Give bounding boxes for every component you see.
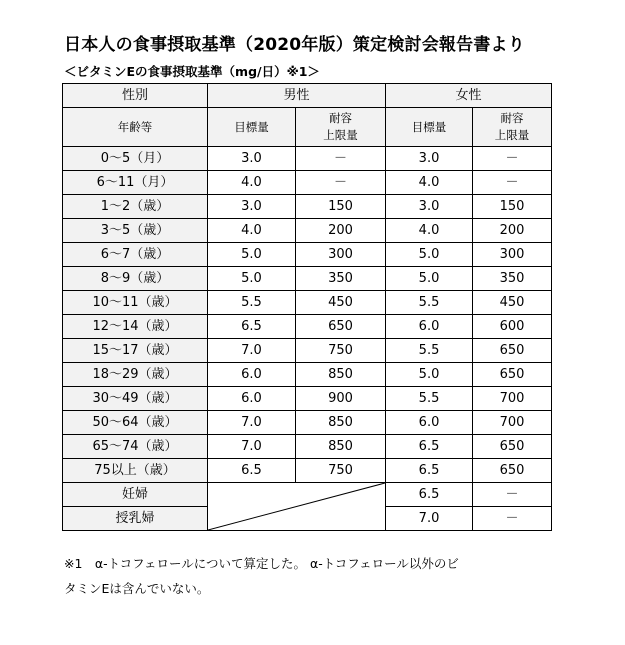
age-cell: 18～29（歳） <box>63 363 208 387</box>
male-ul-cell: 750 <box>296 339 386 363</box>
ul-header-line1: 耐容 <box>500 111 524 125</box>
female-target-cell: 6.0 <box>386 411 473 435</box>
male-target-cell: 6.0 <box>208 387 296 411</box>
age-cell: 0～5（月） <box>63 147 208 171</box>
male-ul-cell: 200 <box>296 219 386 243</box>
female-target-cell: 5.0 <box>386 243 473 267</box>
male-target-cell: 5.5 <box>208 291 296 315</box>
female-target-cell: 3.0 <box>386 195 473 219</box>
male-header-cell: 男性 <box>208 84 386 108</box>
status-cell: 妊婦 <box>63 483 208 507</box>
female-ul-cell: － <box>473 147 552 171</box>
age-cell: 12～14（歳） <box>63 315 208 339</box>
male-ul-cell: 350 <box>296 267 386 291</box>
table-row <box>63 339 552 363</box>
male-ul-cell: 300 <box>296 243 386 267</box>
table-row <box>63 171 552 195</box>
male-target-cell: 7.0 <box>208 339 296 363</box>
page-title: 日本人の食事摂取基準（2020年版）策定検討会報告書より <box>64 35 525 55</box>
female-ul-cell: 350 <box>473 267 552 291</box>
male-ul-cell: 850 <box>296 435 386 459</box>
table-row <box>63 387 552 411</box>
header-row-sex <box>63 84 552 108</box>
male-target-cell: 6.0 <box>208 363 296 387</box>
ul-header-line2: 上限量 <box>323 128 358 142</box>
age-cell: 6～11（月） <box>63 171 208 195</box>
male-target-cell: 4.0 <box>208 219 296 243</box>
age-label-cell: 年齢等 <box>63 108 208 147</box>
table-row <box>63 267 552 291</box>
table-row <box>63 411 552 435</box>
male-ul-cell: 450 <box>296 291 386 315</box>
male-target-cell: 7.0 <box>208 435 296 459</box>
female-ul-cell: － <box>473 171 552 195</box>
male-target-cell: 4.0 <box>208 171 296 195</box>
female-ul-cell: － <box>473 483 552 507</box>
male-ul-cell: 750 <box>296 459 386 483</box>
table-row <box>63 435 552 459</box>
female-ul-cell: 300 <box>473 243 552 267</box>
vitamin-e-table <box>62 83 552 531</box>
female-target-cell: 6.5 <box>386 459 473 483</box>
male-ul-cell: － <box>296 147 386 171</box>
male-target-header: 目標量 <box>208 108 296 147</box>
male-target-cell: 5.0 <box>208 243 296 267</box>
female-ul-cell: 700 <box>473 387 552 411</box>
female-ul-cell: 650 <box>473 339 552 363</box>
male-ul-cell: 850 <box>296 411 386 435</box>
age-cell: 1～2（歳） <box>63 195 208 219</box>
female-target-cell: 5.5 <box>386 387 473 411</box>
footnote-line-2: タミンEは含んでいない。 <box>64 581 210 596</box>
table-row <box>63 459 552 483</box>
female-ul-cell: 450 <box>473 291 552 315</box>
table-row <box>63 483 552 507</box>
male-target-cell: 7.0 <box>208 411 296 435</box>
female-ul-cell: 200 <box>473 219 552 243</box>
table-row <box>63 219 552 243</box>
male-ul-cell: 650 <box>296 315 386 339</box>
female-target-cell: 6.5 <box>386 435 473 459</box>
age-cell: 3～5（歳） <box>63 219 208 243</box>
table-row <box>63 315 552 339</box>
male-ul-cell: － <box>296 171 386 195</box>
male-target-cell: 6.5 <box>208 459 296 483</box>
female-target-cell: 5.0 <box>386 267 473 291</box>
footnote-line-1: ※1 α-トコフェロールについて算定した。 α-トコフェロール以外のビ <box>64 556 459 571</box>
female-target-cell: 4.0 <box>386 171 473 195</box>
age-cell: 6～7（歳） <box>63 243 208 267</box>
table-row <box>63 363 552 387</box>
female-target-cell: 5.5 <box>386 291 473 315</box>
male-ul-cell: 900 <box>296 387 386 411</box>
male-not-applicable-cell <box>208 483 386 531</box>
footnote <box>64 551 554 601</box>
male-ul-cell: 850 <box>296 363 386 387</box>
female-target-cell: 6.0 <box>386 315 473 339</box>
female-target-cell: 5.0 <box>386 363 473 387</box>
female-ul-cell: － <box>473 507 552 531</box>
female-ul-cell: 650 <box>473 459 552 483</box>
female-target-cell: 4.0 <box>386 219 473 243</box>
status-cell: 授乳婦 <box>63 507 208 531</box>
table-row <box>63 291 552 315</box>
male-ul-header <box>296 108 386 147</box>
age-cell: 50～64（歳） <box>63 411 208 435</box>
female-target-cell: 3.0 <box>386 147 473 171</box>
female-ul-cell: 650 <box>473 435 552 459</box>
female-ul-cell: 650 <box>473 363 552 387</box>
female-ul-header <box>473 108 552 147</box>
ul-header-line1: 耐容 <box>329 111 352 125</box>
diagonal-line <box>208 483 385 530</box>
male-target-cell: 6.5 <box>208 315 296 339</box>
male-target-cell: 3.0 <box>208 147 296 171</box>
male-ul-cell: 150 <box>296 195 386 219</box>
male-target-cell: 3.0 <box>208 195 296 219</box>
male-target-cell: 5.0 <box>208 267 296 291</box>
ul-header-line2: 上限量 <box>494 128 530 142</box>
table-row <box>63 147 552 171</box>
age-cell: 15～17（歳） <box>63 339 208 363</box>
age-cell: 30～49（歳） <box>63 387 208 411</box>
female-ul-cell: 150 <box>473 195 552 219</box>
female-target-cell: 6.5 <box>386 483 473 507</box>
female-target-header: 目標量 <box>386 108 473 147</box>
female-ul-cell: 600 <box>473 315 552 339</box>
age-cell: 8～9（歳） <box>63 267 208 291</box>
header-row-columns <box>63 108 552 147</box>
table-caption: ＜ビタミンEの食事摂取基準（mg/日）※1＞ <box>64 64 320 79</box>
female-ul-cell: 700 <box>473 411 552 435</box>
sex-label-cell: 性別 <box>63 84 208 108</box>
age-cell: 65～74（歳） <box>63 435 208 459</box>
table-row <box>63 243 552 267</box>
age-cell: 75以上（歳） <box>63 459 208 483</box>
female-target-cell: 5.5 <box>386 339 473 363</box>
female-target-cell: 7.0 <box>386 507 473 531</box>
age-cell: 10～11（歳） <box>63 291 208 315</box>
table-row <box>63 195 552 219</box>
female-header-cell: 女性 <box>386 84 552 108</box>
